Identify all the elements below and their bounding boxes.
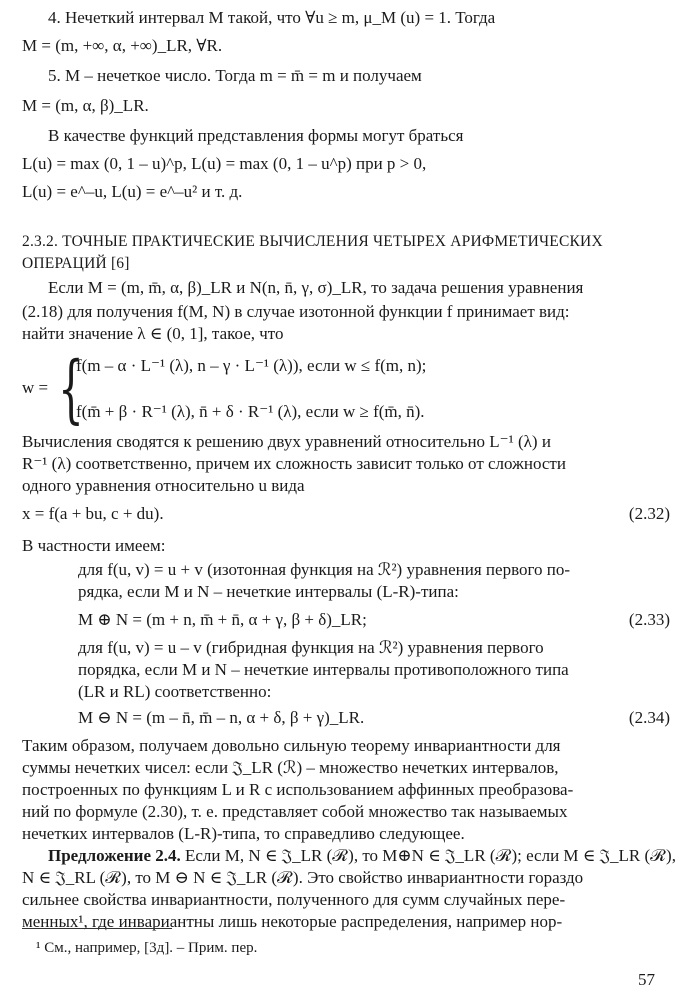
text-line: (LR и RL) соответственно:: [78, 682, 272, 701]
text-line: В качестве функций представления формы могут браться: [48, 126, 464, 145]
section-heading: 2.3.2. ТОЧНЫЕ ПРАКТИЧЕСКИЕ ВЫЧИСЛЕНИЯ ЧЕТЫРЕХ АРИФМЕТИЧЕСКИХ: [22, 233, 603, 250]
text-line: менных¹, где инвариантны лишь некоторые распределения, например нор-: [22, 912, 563, 931]
text-line: Вычисления сводятся к решению двух уравнений относительно L⁻¹ (λ) и: [22, 432, 551, 451]
text-line: Если M = (m, m̄, α, β)_LR и N(n, n̄, γ, σ)_LR, то задача решения уравнения: [48, 278, 584, 297]
equation: M ⊖ N = (m – n̄, m̄ – n, α + δ, β + γ)_LR.: [78, 708, 365, 727]
text-line: найти значение λ ∈ (0, 1], такое, что: [22, 324, 284, 343]
text-line: нечетких интервалов (L-R)-типа, то справедливо следующее.: [22, 824, 465, 843]
text-line: ний по формуле (2.30), т. е. представляет собой множество так называемых: [22, 802, 568, 821]
text-line: 5. M – нечеткое число. Тогда m = m̄ = m и получаем: [48, 66, 422, 85]
left-brace: {: [58, 346, 84, 432]
formula-line: M = (m, +∞, α, +∞)_LR, ∀R.: [22, 36, 223, 55]
text-line: суммы нечетких чисел: если 𝔍_LR (ℛ) – множество нечетких интервалов,: [22, 758, 559, 777]
equation-number: (2.32): [628, 504, 670, 523]
text-line: N ∈ 𝔍_RL (ℛ), то M ⊖ N ∈ 𝔍_LR (ℛ). Это свойство инвариантности гораздо: [22, 868, 584, 887]
text-line: (2.18) для получения f(M, N) в случае изотонной функции f принимает вид:: [22, 302, 570, 321]
text-line: 4. Нечеткий интервал M такой, что ∀u ≥ m, μ_M (u) = 1. Тогда: [48, 8, 496, 27]
proposition-line: [48, 846, 676, 866]
equation-number: (2.34): [628, 708, 670, 727]
formula-line: M = (m, α, β)_LR.: [22, 96, 149, 115]
text-line: построенных по функциям L и R с использованием аффинных преобразова-: [22, 780, 574, 799]
text-line: сильнее свойства инвариантности, полученного для сумм случайных пере-: [22, 890, 566, 909]
equation: x = f(a + bu, c + du).: [22, 504, 164, 523]
footnote: ¹ См., например, [3д]. – Прим. пер.: [36, 940, 258, 956]
text-line: для f(u, v) = u – v (гибридная функция на ℛ²) уравнения первого: [78, 638, 544, 657]
text-line: рядка, если M и N – нечеткие интервалы (L-R)-типа:: [78, 582, 459, 601]
text-line: порядка, если M и N – нечеткие интервалы противоположного типа: [78, 660, 569, 679]
equation-number: (2.33): [628, 610, 670, 629]
text-line: R⁻¹ (λ) соответственно, причем их сложность зависит только от сложности: [22, 454, 566, 473]
text-line: одного уравнения относительно u вида: [22, 476, 305, 495]
formula-case: f(m – α · L⁻¹ (λ), n – γ · L⁻¹ (λ)), если w ≤ f(m, n);: [76, 356, 427, 375]
formula-label: w =: [22, 378, 49, 397]
formula-line: L(u) = max (0, 1 – u)^p, L(u) = max (0, 1 – u^p) при p > 0,: [22, 154, 427, 173]
equation: M ⊕ N = (m + n, m̄ + n̄, α + γ, β + δ)_LR;: [78, 610, 367, 629]
text-line: Таким образом, получаем довольно сильную теорему инвариантности для: [22, 736, 561, 755]
footnote-divider: [22, 928, 172, 929]
section-heading: ОПЕРАЦИЙ [6]: [22, 255, 130, 272]
proposition-text: Если M, N ∈ 𝔍_LR (ℛ), то M⊕N ∈ 𝔍_LR (ℛ); если M ∈ 𝔍_LR (ℛ),: [180, 846, 676, 865]
formula-case: f(m̄ + β · R⁻¹ (λ), n̄ + δ · R⁻¹ (λ), если w ≥ f(m̄, n̄).: [76, 402, 425, 421]
page-number: 57: [638, 970, 655, 989]
text-line: В частности имеем:: [22, 536, 166, 555]
text-line: для f(u, v) = u + v (изотонная функция на ℛ²) уравнения первого по-: [78, 560, 571, 579]
proposition-label: Предложение 2.4.: [48, 846, 181, 865]
formula-line: L(u) = e^–u, L(u) = e^–u² и т. д.: [22, 182, 243, 201]
